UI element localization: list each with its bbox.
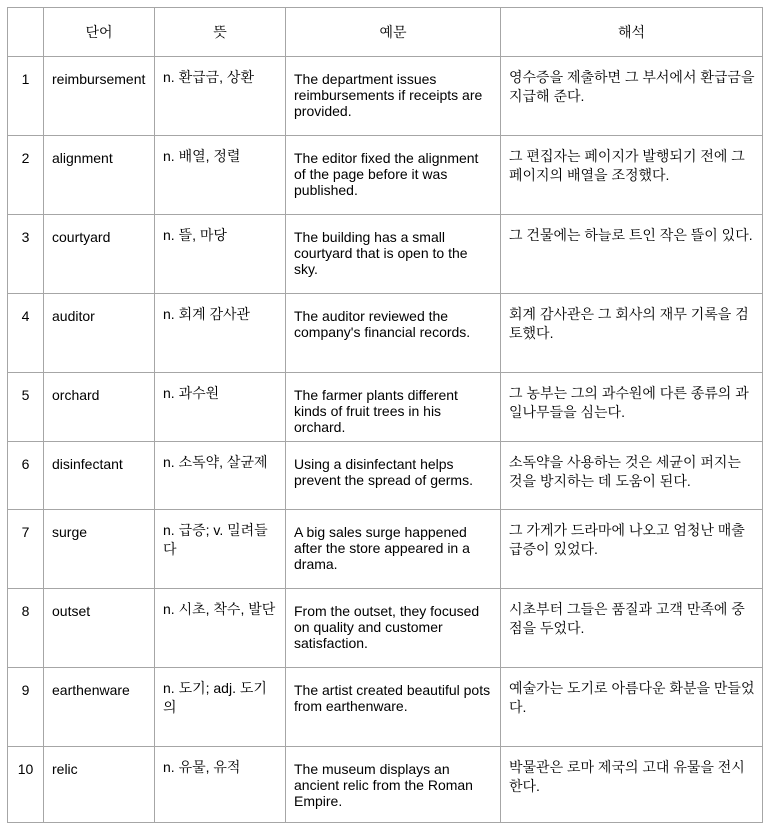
row-word: reimbursement: [44, 57, 155, 136]
row-number: 2: [8, 136, 44, 215]
header-meaning: 뜻: [155, 8, 286, 57]
row-word: outset: [44, 589, 155, 668]
row-translation: 예술가는 도기로 아름다운 화분을 만들었다.: [501, 668, 763, 747]
row-meaning: n. 과수원: [155, 373, 286, 442]
row-meaning: n. 배열, 정렬: [155, 136, 286, 215]
row-number: 3: [8, 215, 44, 294]
row-number: 9: [8, 668, 44, 747]
table-row: [8, 747, 763, 823]
row-meaning: n. 급증; v. 밀려들다: [155, 510, 286, 589]
header-row: [8, 8, 763, 57]
table-row: [8, 136, 763, 215]
row-translation: 시초부터 그들은 품질과 고객 만족에 중점을 두었다.: [501, 589, 763, 668]
row-example: The building has a small courtyard that is open to the sky.: [286, 215, 501, 294]
table-row: [8, 668, 763, 747]
row-example: The museum displays an ancient relic from the Roman Empire.: [286, 747, 501, 823]
row-translation: 회계 감사관은 그 회사의 재무 기록을 검토했다.: [501, 294, 763, 373]
table-header: [8, 8, 763, 57]
row-number: 8: [8, 589, 44, 668]
row-meaning: n. 회계 감사관: [155, 294, 286, 373]
table-row: [8, 294, 763, 373]
row-meaning: n. 유물, 유적: [155, 747, 286, 823]
row-translation: 영수증을 제출하면 그 부서에서 환급금을 지급해 준다.: [501, 57, 763, 136]
table-row: [8, 589, 763, 668]
row-example: A big sales surge happened after the store appeared in a drama.: [286, 510, 501, 589]
row-translation: 소독약을 사용하는 것은 세균이 퍼지는 것을 방지하는 데 도움이 된다.: [501, 442, 763, 510]
row-number: 5: [8, 373, 44, 442]
row-word: relic: [44, 747, 155, 823]
table-row: [8, 215, 763, 294]
row-meaning: n. 환급금, 상환: [155, 57, 286, 136]
row-translation: 그 가게가 드라마에 나오고 엄청난 매출 급증이 있었다.: [501, 510, 763, 589]
row-meaning: n. 소독약, 살균제: [155, 442, 286, 510]
row-meaning: n. 뜰, 마당: [155, 215, 286, 294]
row-example: Using a disinfectant helps prevent the spread of germs.: [286, 442, 501, 510]
row-example: The editor fixed the alignment of the page before it was published.: [286, 136, 501, 215]
row-translation: 박물관은 로마 제국의 고대 유물을 전시한다.: [501, 747, 763, 823]
table-row: [8, 57, 763, 136]
row-word: surge: [44, 510, 155, 589]
header-word: 단어: [44, 8, 155, 57]
vocab-table: [7, 7, 763, 823]
header-example: 예문: [286, 8, 501, 57]
row-example: The department issues reimbursements if receipts are provided.: [286, 57, 501, 136]
row-translation: 그 농부는 그의 과수원에 다른 종류의 과일나무들을 심는다.: [501, 373, 763, 442]
table-row: [8, 373, 763, 442]
row-word: auditor: [44, 294, 155, 373]
row-word: orchard: [44, 373, 155, 442]
row-translation: 그 건물에는 하늘로 트인 작은 뜰이 있다.: [501, 215, 763, 294]
row-number: 10: [8, 747, 44, 823]
row-word: disinfectant: [44, 442, 155, 510]
row-number: 4: [8, 294, 44, 373]
row-example: The farmer plants different kinds of fruit trees in his orchard.: [286, 373, 501, 442]
row-translation: 그 편집자는 페이지가 발행되기 전에 그 페이지의 배열을 조정했다.: [501, 136, 763, 215]
row-example: The artist created beautiful pots from earthenware.: [286, 668, 501, 747]
row-number: 1: [8, 57, 44, 136]
header-translation: 해석: [501, 8, 763, 57]
row-meaning: n. 시초, 착수, 발단: [155, 589, 286, 668]
row-meaning: n. 도기; adj. 도기의: [155, 668, 286, 747]
row-number: 7: [8, 510, 44, 589]
table-row: [8, 442, 763, 510]
row-example: From the outset, they focused on quality and customer satisfaction.: [286, 589, 501, 668]
row-word: earthenware: [44, 668, 155, 747]
row-example: The auditor reviewed the company's financial records.: [286, 294, 501, 373]
header-number: [8, 8, 44, 57]
row-word: courtyard: [44, 215, 155, 294]
table-row: [8, 510, 763, 589]
table-body: [8, 57, 763, 823]
row-word: alignment: [44, 136, 155, 215]
row-number: 6: [8, 442, 44, 510]
